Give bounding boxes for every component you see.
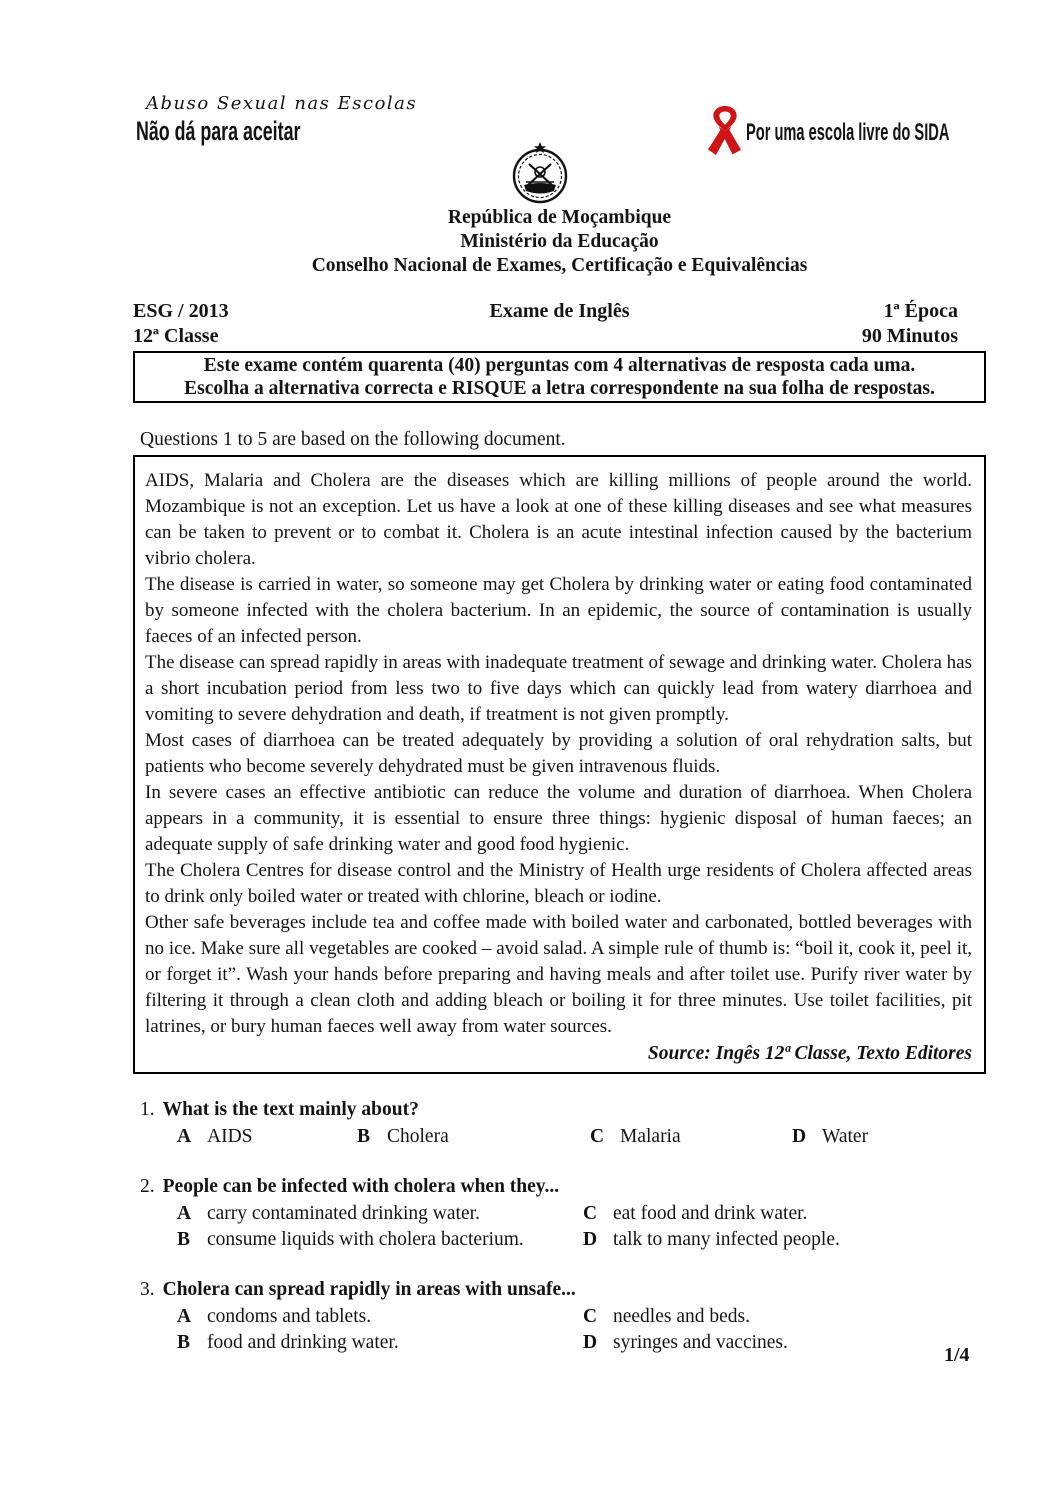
campaign-slogan-bold: Não dá para aceitar [136, 116, 301, 146]
passage-source: Source: Ingês 12ª Classe, Texto Editores [647, 1043, 972, 1064]
option-c: C needles and beds. [583, 1305, 750, 1327]
institutional-header [133, 206, 986, 278]
ribbon-slogan: Por uma escola livre do SIDA [746, 119, 950, 146]
question-2-options [177, 1201, 986, 1254]
option-d: D syringes and vaccines. [583, 1332, 788, 1353]
reading-intro: Questions 1 to 5 are based on the following document. [140, 429, 566, 450]
exam-code: ESG / 2013 [133, 300, 229, 322]
question-text: Cholera can spread rapidly in areas with unsafe... [162, 1278, 576, 1300]
passage-paragraph: Other safe beverages include tea and coffee made with boiled water and carbonated, bottled beverages with no ice. Make sure all vegetables are cooked – avoid salad. A simple rule of thumb is: “boil it, cook it, peel it, or forget it”. Wash your hands before preparing and having meals and after toilet use. Purify river water by filtering it through a clean cloth and adding bleach or boiling it for three minutes. Use toilet facilities, pit latrines, or bury human faeces well away from water sources. [145, 912, 972, 1037]
exam-info-row-2 [133, 324, 986, 349]
question-3-options [177, 1304, 986, 1357]
question-1-options [177, 1124, 986, 1151]
option-b: B consume liquids with cholera bacterium. [177, 1229, 524, 1250]
option-c: C eat food and drink water. [583, 1202, 808, 1224]
exam-info-row-1 [133, 299, 986, 324]
option-d: D Water [792, 1126, 869, 1147]
exam-epoch: 1ª Época [883, 300, 958, 322]
ministry-title: Ministério da Educação [460, 231, 659, 252]
council-title: Conselho Nacional de Exames, Certificação e Equivalências [311, 255, 808, 276]
reading-passage-box [133, 455, 986, 1074]
passage-paragraph: The disease is carried in water, so someone may get Cholera by drinking water or eating food contaminated by someone infected with the cholera bacterium. In an epidemic, the source of contamination is usually faeces of an infected person. [145, 574, 972, 647]
instruction-line-1: Este exame contém quarenta (40) perguntas com 4 alternativas de resposta cada uma. [203, 355, 916, 376]
campaign-slogan-script: Abuso Sexual nas Escolas [146, 93, 418, 114]
exam-grade: 12ª Classe [133, 325, 219, 347]
country-title: República de Moçambique [447, 207, 672, 228]
question-3-title [140, 1277, 986, 1302]
option-b: B food and drinking water. [177, 1332, 399, 1353]
exam-duration: 90 Minutos [861, 325, 958, 347]
question-1-title [140, 1097, 986, 1122]
question-1 [133, 1097, 986, 1151]
question-text: What is the text mainly about? [162, 1099, 419, 1120]
passage-paragraph: The disease can spread rapidly in areas with inadequate treatment of sewage and drinking water. Cholera has a short incubation period from less two to five days which can quickly lead from watery diarrhoea and vomiting to severe dehydration and death, if treatment is not given promptly. [145, 652, 972, 725]
option-d: D talk to many infected people. [583, 1229, 840, 1250]
question-number: 3. [140, 1278, 155, 1300]
exam-info [133, 299, 986, 349]
question-2 [133, 1174, 986, 1254]
question-text: People can be infected with cholera when they... [162, 1175, 560, 1197]
question-3 [133, 1277, 986, 1357]
instruction-line-2: Escolha a alternativa correcta e RISQUE a letra correspondente na sua folha de respostas. [184, 378, 935, 399]
passage-paragraph: The Cholera Centres for disease control and the Ministry of Health urge residents of Cholera affected areas to drink only boiled water or treated with chlorine, bleach or iodine. [145, 860, 972, 907]
exam-subject: Exame de Inglês [489, 300, 630, 322]
option-b: B Cholera [357, 1126, 449, 1147]
document-content [133, 0, 986, 1357]
option-a: A carry contaminated drinking water. [177, 1202, 480, 1224]
header-spacer [133, 0, 986, 206]
option-a: A condoms and tablets. [177, 1305, 372, 1327]
question-number: 2. [140, 1175, 155, 1197]
instruction-box [133, 351, 986, 403]
passage-paragraph: AIDS, Malaria and Cholera are the diseases which are killing millions of people around the world. Mozambique is not an exception. Let us have a look at one of these killing diseases and see what measures can be taken to prevent or to combat it. Cholera is an acute intestinal infection caused by the bacterium vibrio cholera. [145, 470, 972, 569]
passage-paragraph: In severe cases an effective antibiotic can reduce the volume and duration of diarrhoea. When Cholera appears in a community, it is essential to ensure three things: hygienic disposal of human faeces; an adequate supply of safe drinking water and good food hygienic. [145, 782, 972, 855]
option-c: C Malaria [590, 1126, 681, 1147]
option-a: A AIDS [177, 1126, 253, 1147]
passage-paragraph: Most cases of diarrhoea can be treated adequately by providing a solution of oral rehydration salts, but patients who become severely dehydrated must be given intravenous fluids. [145, 730, 972, 777]
page-number: 1/4 [944, 1344, 970, 1366]
question-2-title [140, 1174, 986, 1199]
question-number: 1. [140, 1099, 155, 1120]
